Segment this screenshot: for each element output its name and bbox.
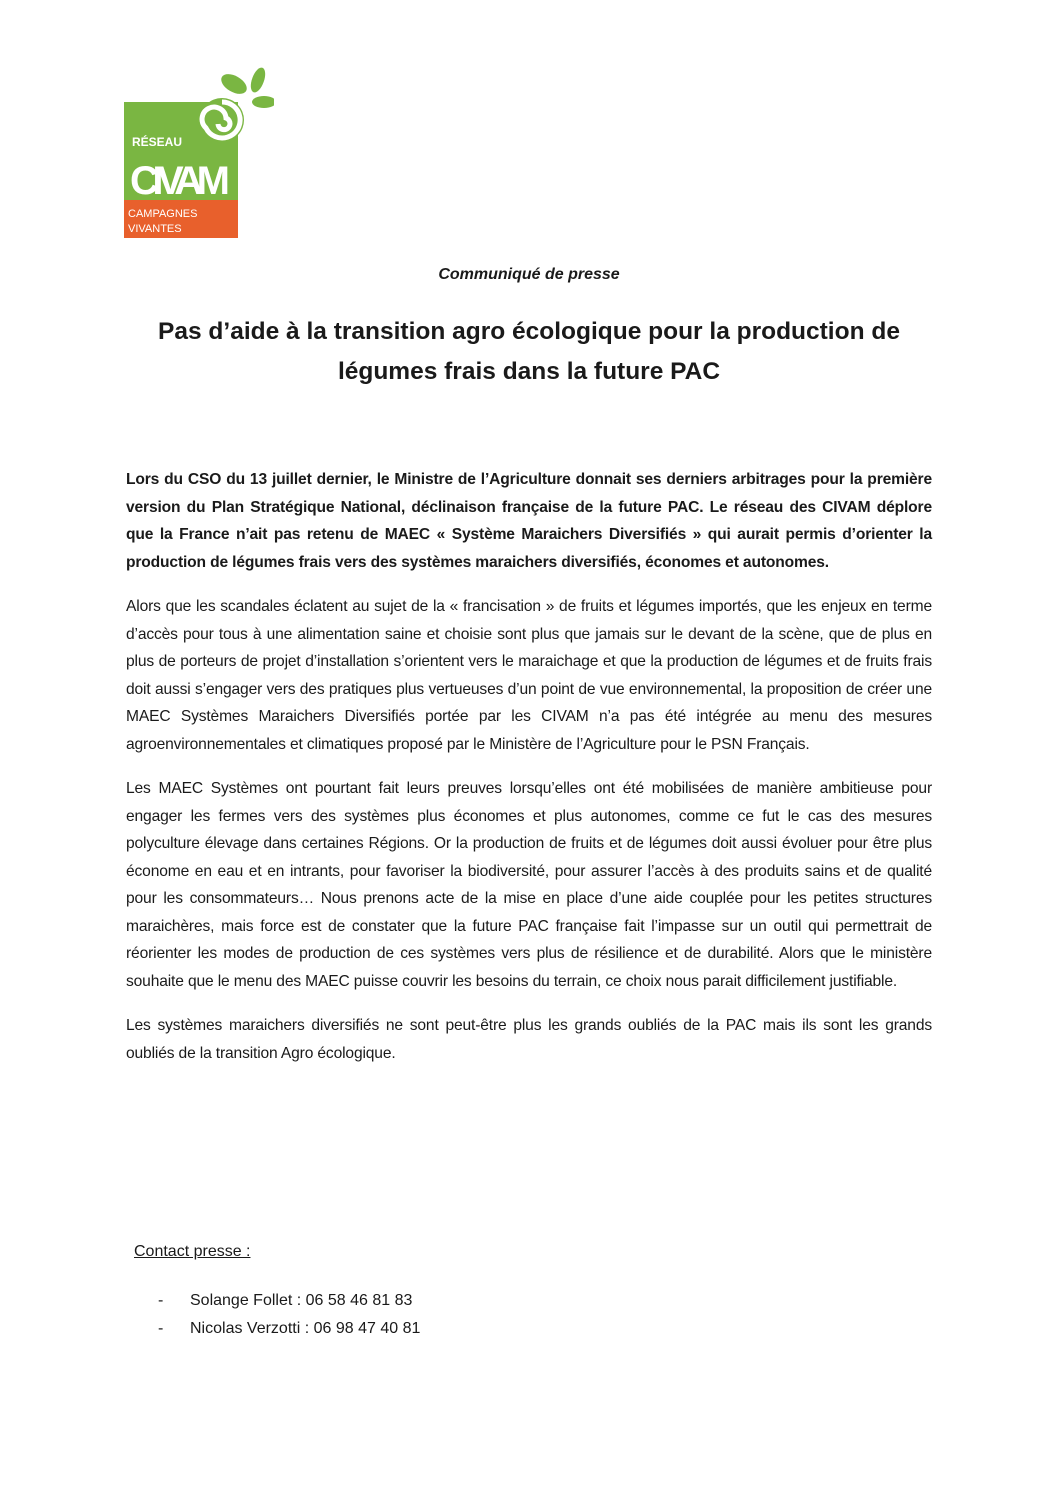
- svg-text:RÉSEAU: RÉSEAU: [132, 135, 183, 149]
- contact-item: [126, 1315, 420, 1343]
- contact-label: Contact presse :: [134, 1243, 251, 1260]
- paragraph: Les systèmes maraichers diversifiés ne sont peut-être plus les grands oubliés de la PAC mais ils sont les grands oubliés de la transition Agro écologique.: [126, 1017, 932, 1062]
- civam-logo: [124, 66, 274, 242]
- document-kicker: Communiqué de presse: [438, 266, 620, 283]
- contact-text: Solange Follet : 06 58 46 81 83: [190, 1292, 413, 1309]
- lead-paragraph: Lors du CSO du 13 juillet dernier, le Ministre de l’Agriculture donnait ses derniers arbitrages pour la première version du Plan Stratégique National, déclinaison française de la future PAC. Le réseau des CIVAM déplore que la France n’ait pas retenu de MAEC « Système Maraichers Diversifiés » qui aurait permis d’orienter la production de légumes frais vers des systèmes maraichers diversifiés, économes et autonomes.: [126, 471, 932, 571]
- svg-text:CIVAM: CIVAM: [130, 159, 230, 203]
- bullet: -: [158, 1292, 164, 1309]
- page-title: Pas d’aide à la transition agro écologique pour la production de légumes frais dans la future PAC: [158, 318, 900, 385]
- contact-heading: [126, 1243, 251, 1261]
- contact-list: [126, 1287, 420, 1343]
- paragraph: Les MAEC Systèmes ont pourtant fait leurs preuves lorsqu’elles ont été mobilisées de manière ambitieuse pour engager les fermes vers des systèmes plus économes et plus autonomes, comme ce fut le cas des mesures polyculture élevage dans certaines Régions. Or la production de fruits et de légumes doit aussi évoluer pour être plus économe en eau et en intrants, pour favoriser la biodiversité, pour assurer l’accès à des produits sains et de qualité pour les consommateurs… Nous prenons acte de la mise en place d’une aide couplée pour les petites structures maraichères, mais force est de constater que la future PAC française fait l’impasse sur un outil qui permettrait de réorienter les modes de production de ces systèmes vers plus de résilience et de durabilité. Alors que le ministère souhaite que le menu des MAEC puisse couvrir les besoins du terrain, ce choix nous parait difficilement justifiable.: [126, 780, 932, 990]
- svg-text:CAMPAGNES: CAMPAGNES: [128, 208, 198, 220]
- contact-text: Nicolas Verzotti : 06 98 47 40 81: [190, 1320, 421, 1337]
- contact-item: [126, 1287, 420, 1315]
- paragraph: Alors que les scandales éclatent au sujet de la « francisation » de fruits et légumes importés, que les enjeux en terme d’accès pour tous à une alimentation saine et choisie sont plus que jamais sur le devant de la scène, que de plus en plus de porteurs de projet d’installation s’orientent vers le maraichage et que la production de légumes et de fruits frais doit aussi s’engager vers des pratiques plus vertueuses d’un point de vue environnemental, la proposition de créer une MAEC Systèmes Maraichers Diversifiés portée par les CIVAM n’a pas été intégrée au menu des mesures agroenvironnementales et climatiques proposé par le Ministère de l’Agriculture pour le PSN Français.: [126, 598, 932, 753]
- document-body: [126, 466, 932, 1084]
- svg-text:VIVANTES: VIVANTES: [128, 223, 182, 235]
- bullet: -: [158, 1320, 164, 1337]
